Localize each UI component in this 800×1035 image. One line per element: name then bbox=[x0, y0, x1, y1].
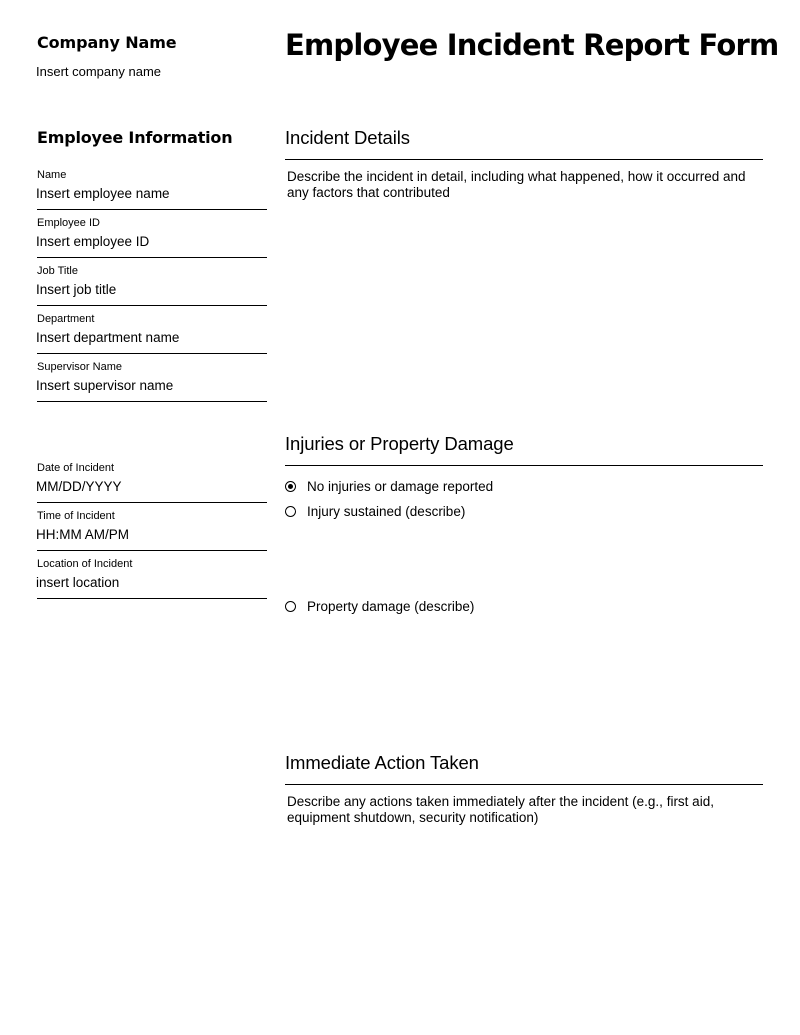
radio-property-damage-label: Property damage (describe) bbox=[307, 598, 475, 614]
time-of-incident-label: Time of Incident bbox=[37, 510, 115, 522]
immediate-action-heading: Immediate Action Taken bbox=[285, 752, 479, 773]
department-field-group bbox=[37, 313, 267, 354]
department-input[interactable] bbox=[36, 329, 266, 347]
date-of-incident-field-group bbox=[37, 462, 267, 503]
location-of-incident-field-group bbox=[37, 558, 267, 599]
incident-details-divider bbox=[285, 159, 763, 160]
immediate-action-textarea[interactable] bbox=[285, 794, 767, 994]
radio-injury-sustained[interactable] bbox=[285, 502, 465, 520]
supervisor-name-field-group bbox=[37, 361, 267, 402]
employee-name-field-group bbox=[37, 169, 267, 210]
job-title-label: Job Title bbox=[37, 265, 78, 277]
time-of-incident-field-group bbox=[37, 510, 267, 551]
radio-unchecked-icon[interactable] bbox=[285, 601, 296, 612]
job-title-input[interactable] bbox=[36, 281, 266, 299]
radio-injury-sustained-label: Injury sustained (describe) bbox=[307, 503, 466, 519]
job-title-field-group bbox=[37, 265, 267, 306]
company-name-field[interactable]: Insert company name bbox=[36, 64, 162, 79]
department-label: Department bbox=[37, 313, 95, 325]
radio-no-injuries-label: No injuries or damage reported bbox=[307, 478, 494, 494]
location-of-incident-input[interactable] bbox=[36, 574, 266, 592]
date-of-incident-label: Date of Incident bbox=[37, 462, 115, 474]
injuries-divider bbox=[285, 465, 763, 466]
employee-id-input[interactable] bbox=[36, 233, 266, 251]
injuries-heading: Injuries or Property Damage bbox=[285, 433, 514, 454]
supervisor-name-input[interactable] bbox=[36, 377, 266, 395]
radio-unchecked-icon[interactable] bbox=[285, 506, 296, 517]
employee-name-label: Name bbox=[37, 169, 67, 181]
time-of-incident-input[interactable] bbox=[36, 526, 266, 544]
radio-property-damage[interactable] bbox=[285, 597, 474, 615]
company-name-heading: Company Name bbox=[37, 33, 177, 52]
incident-details-heading: Incident Details bbox=[285, 127, 410, 148]
radio-no-injuries[interactable] bbox=[285, 477, 493, 495]
supervisor-name-label: Supervisor Name bbox=[37, 361, 122, 373]
location-of-incident-label: Location of Incident bbox=[37, 558, 133, 570]
employee-name-input[interactable] bbox=[36, 185, 266, 203]
radio-checked-icon[interactable] bbox=[285, 481, 296, 492]
date-of-incident-input[interactable] bbox=[36, 478, 266, 496]
incident-details-textarea[interactable] bbox=[285, 169, 767, 419]
page-title: Employee Incident Report Form bbox=[285, 28, 779, 62]
employee-id-field-group bbox=[37, 217, 267, 258]
employee-information-heading: Employee Information bbox=[37, 128, 233, 147]
employee-id-label: Employee ID bbox=[37, 217, 100, 229]
immediate-action-divider bbox=[285, 784, 763, 785]
